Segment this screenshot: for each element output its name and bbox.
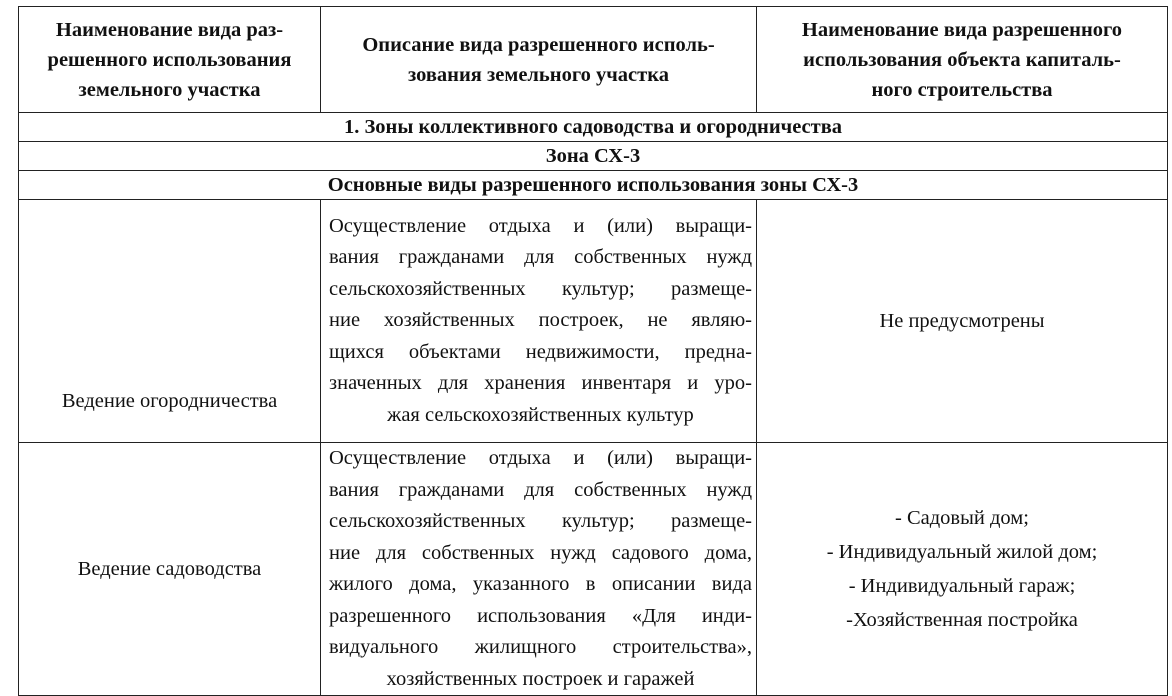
table-row xyxy=(19,443,1168,696)
land-use-table xyxy=(18,6,1168,696)
land-use-name: Ведение огородничества xyxy=(19,200,321,443)
land-use-description: Осуществление отдыха и (или) выращи- вания гражданами для собственных нужд сельскохозяйственных культур; размеще- ние хозяйственных построек, не являю- щихся объектами недвижимости, предна- значенных для хранения инвентаря и уро- жая сельскохозяйственных культур xyxy=(321,200,757,443)
land-use-name: Ведение садоводства xyxy=(19,443,321,696)
table-row xyxy=(19,200,1168,443)
main-types-title: Основные виды разрешенного использования зоны СХ-3 xyxy=(19,171,1168,200)
section-row-zone-name xyxy=(19,142,1168,171)
header-capital-construction-type: Наименование вида разрешенного использования объекта капиталь- ного строительства xyxy=(757,7,1168,113)
table-header-row xyxy=(19,7,1168,113)
section-row-main-types xyxy=(19,171,1168,200)
zone-name-title: Зона СХ-3 xyxy=(19,142,1168,171)
zone-group-title: 1. Зоны коллективного садоводства и огородничества xyxy=(19,113,1168,142)
capital-construction-objects: - Садовый дом; - Индивидуальный жилой дом; - Индивидуальный гараж; -Хозяйственная постройка xyxy=(757,443,1168,696)
header-land-use-description: Описание вида разрешенного исполь- зования земельного участка xyxy=(321,7,757,113)
capital-construction-objects: Не предусмотрены xyxy=(757,200,1168,443)
land-use-description: Осуществление отдыха и (или) выращи- вания гражданами для собственных нужд сельскохозяйственных культур; размеще- ние для собственных нужд садового дома, жилого дома, указанного в описании вида разрешенного использования «Для инди- видуального жилищного строительства», хозяйственных построек и гаражей xyxy=(321,443,757,696)
header-land-use-type: Наименование вида раз- решенного использования земельного участка xyxy=(19,7,321,113)
section-row-zone-group xyxy=(19,113,1168,142)
